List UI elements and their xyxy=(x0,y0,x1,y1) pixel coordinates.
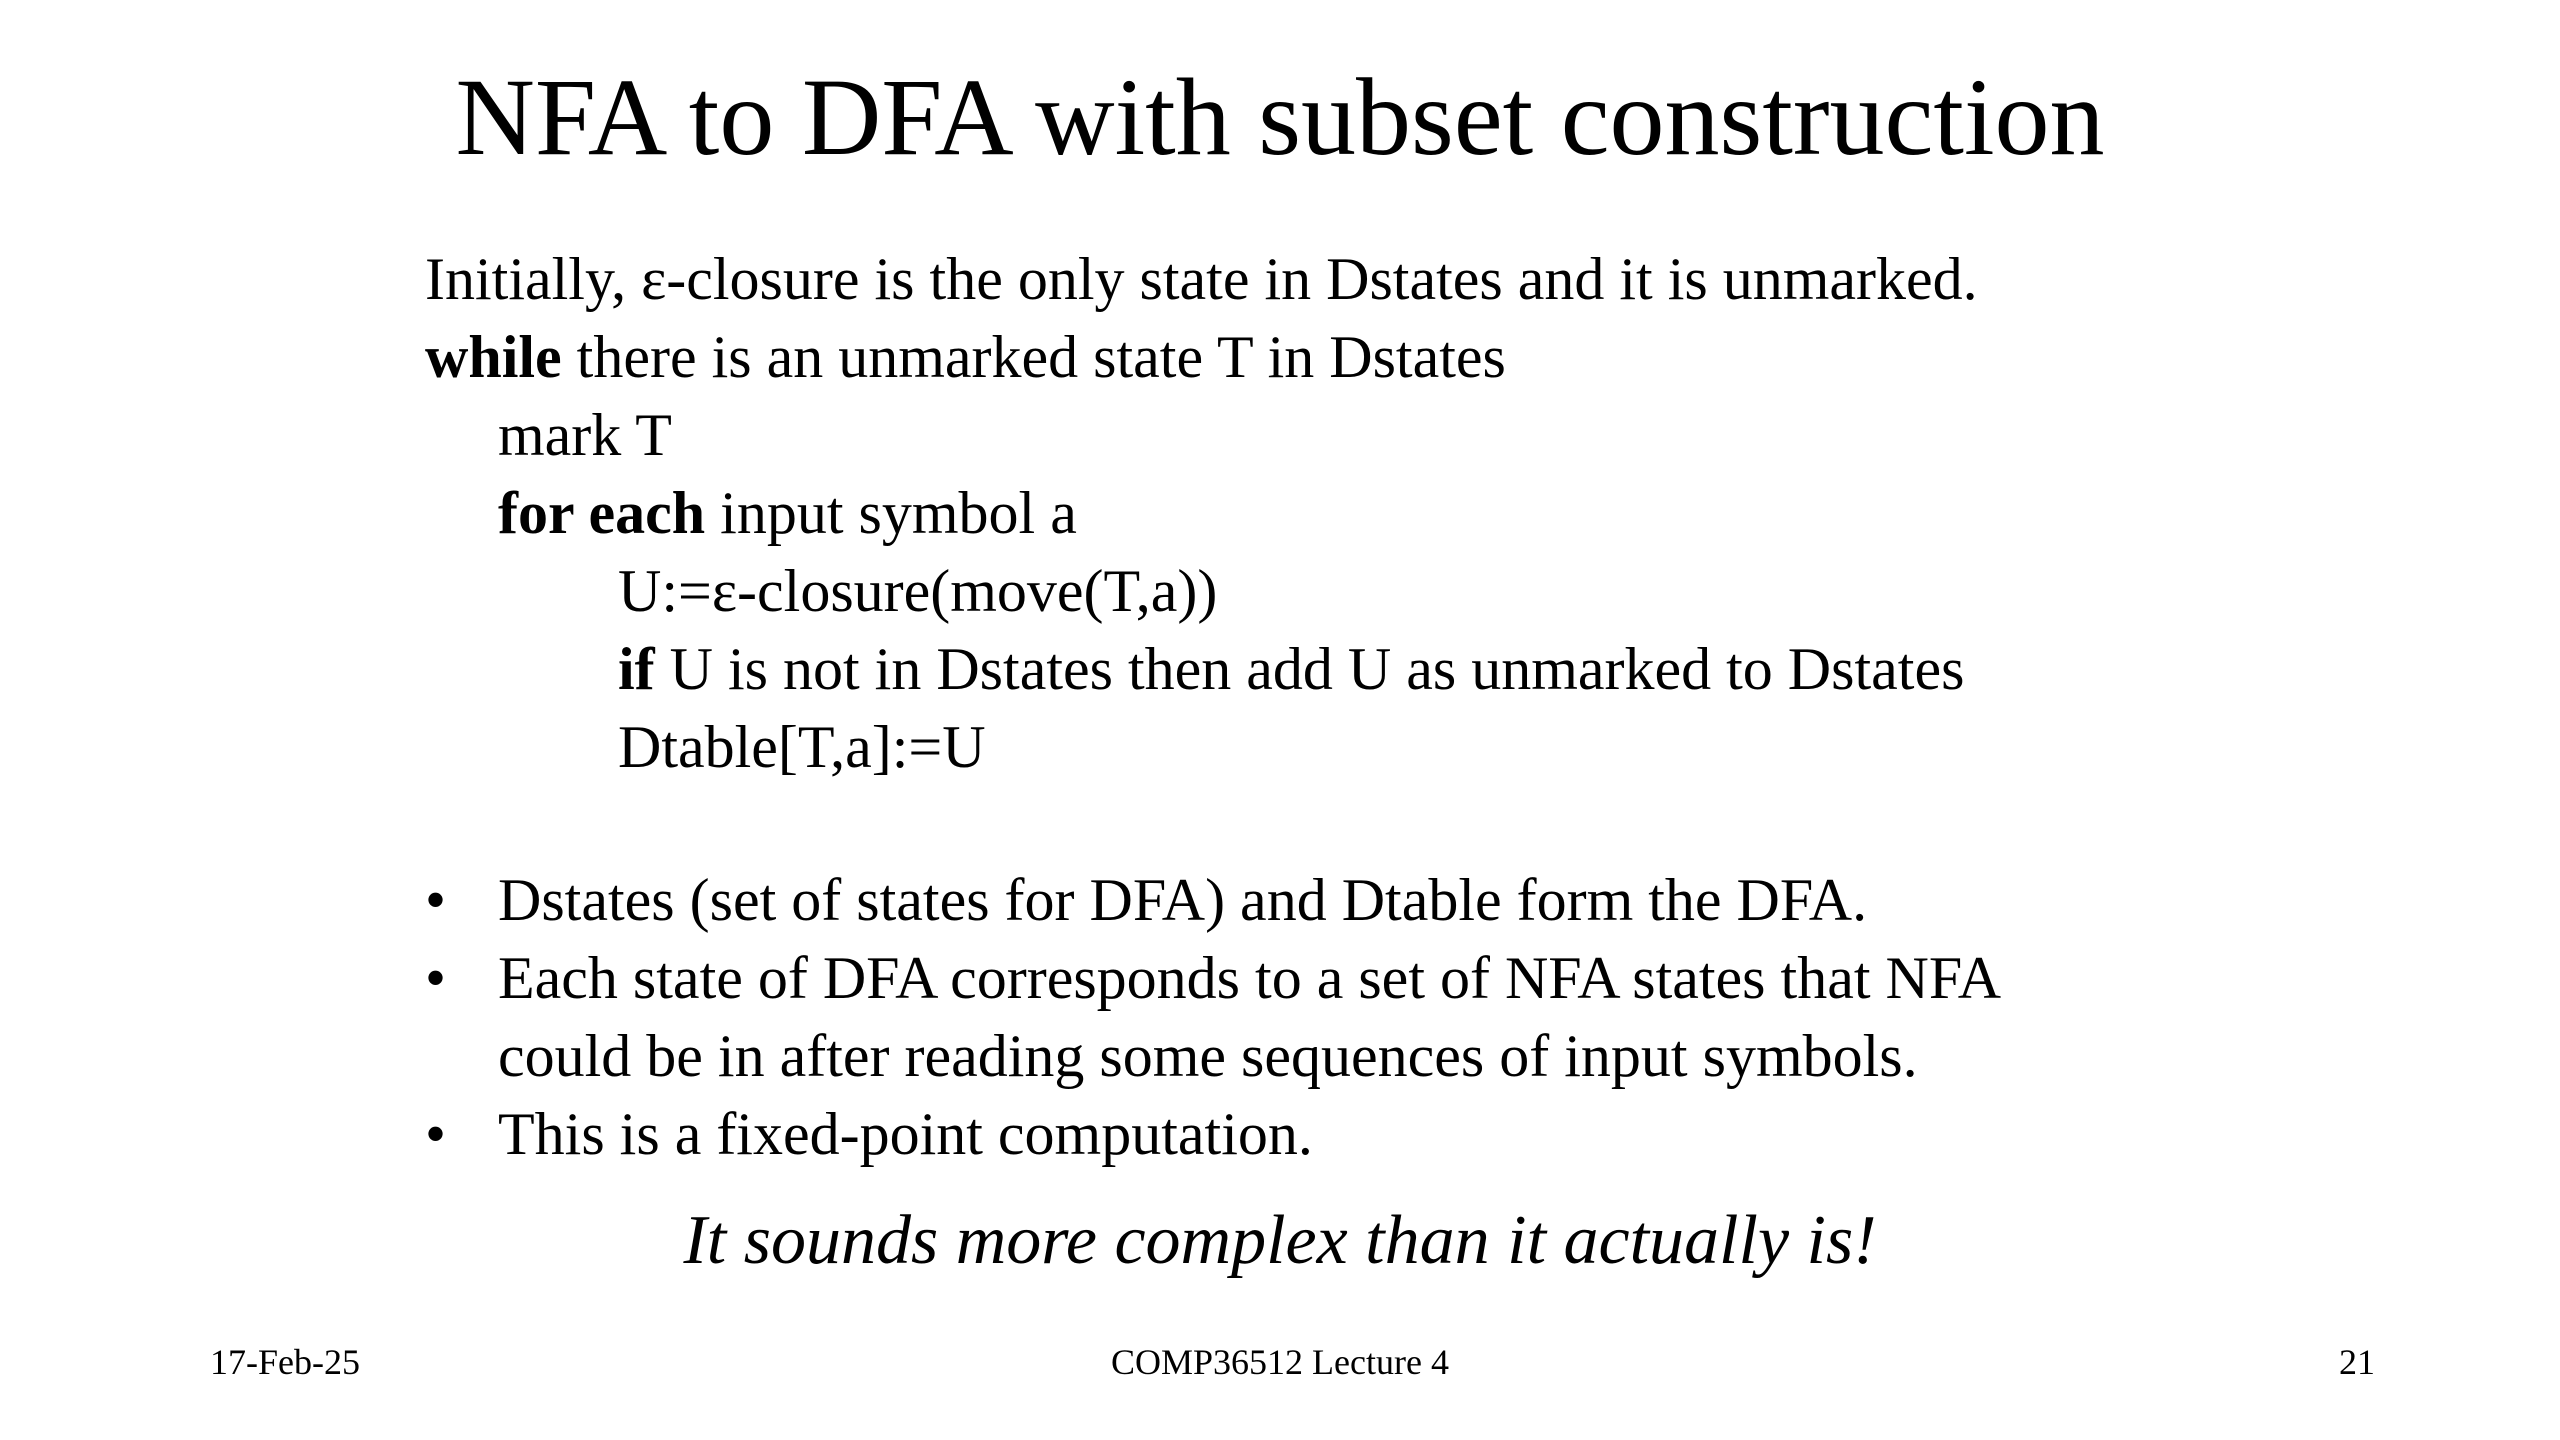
bullet-item xyxy=(425,1095,2001,1173)
bullet-glyph: • xyxy=(425,945,447,1011)
keyword-while: while xyxy=(425,324,562,390)
algorithm-line-assign-u: U:=ε-closure(move(T,a)) xyxy=(618,558,1218,624)
while-condition: there is an unmarked state T in Dstates xyxy=(561,324,1506,390)
bullet-item xyxy=(425,939,2001,1095)
algorithm-block xyxy=(425,240,1978,786)
for-each-rest: input symbol a xyxy=(705,480,1077,546)
algorithm-line-if xyxy=(425,630,1978,708)
algorithm-line-init: Initially, ε-closure is the only state in Dstates and it is unmarked. xyxy=(425,246,1978,312)
footer-course: COMP36512 Lecture 4 xyxy=(1111,1342,1449,1382)
bullet-list xyxy=(425,861,2001,1173)
bullet-glyph: • xyxy=(425,867,447,933)
tagline: It sounds more complex than it actually is! xyxy=(683,1202,1877,1279)
bullet-glyph: • xyxy=(425,1101,447,1167)
algorithm-line-for-each xyxy=(425,474,1978,552)
bullet-item xyxy=(425,861,2001,939)
keyword-for-each: for each xyxy=(498,480,706,546)
bullet-text: Each state of DFA corresponds to a set of NFA states that NFA xyxy=(498,945,2002,1011)
bullet-text-continued: could be in after reading some sequences of input symbols. xyxy=(498,1023,1918,1089)
algorithm-line-while xyxy=(425,318,1978,396)
slide-title: NFA to DFA with subset construction xyxy=(455,56,2105,178)
footer-page-number: 21 xyxy=(2339,1342,2375,1382)
if-rest: U is not in Dstates then add U as unmarked to Dstates xyxy=(654,636,1965,702)
algorithm-line-dtable: Dtable[T,a]:=U xyxy=(618,714,986,780)
bullet-text: Dstates (set of states for DFA) and Dtable form the DFA. xyxy=(498,867,1868,933)
bullet-text: This is a fixed-point computation. xyxy=(498,1101,1313,1167)
keyword-if: if xyxy=(618,636,655,702)
footer-date: 17-Feb-25 xyxy=(210,1342,360,1382)
algorithm-line-mark: mark T xyxy=(498,402,672,468)
